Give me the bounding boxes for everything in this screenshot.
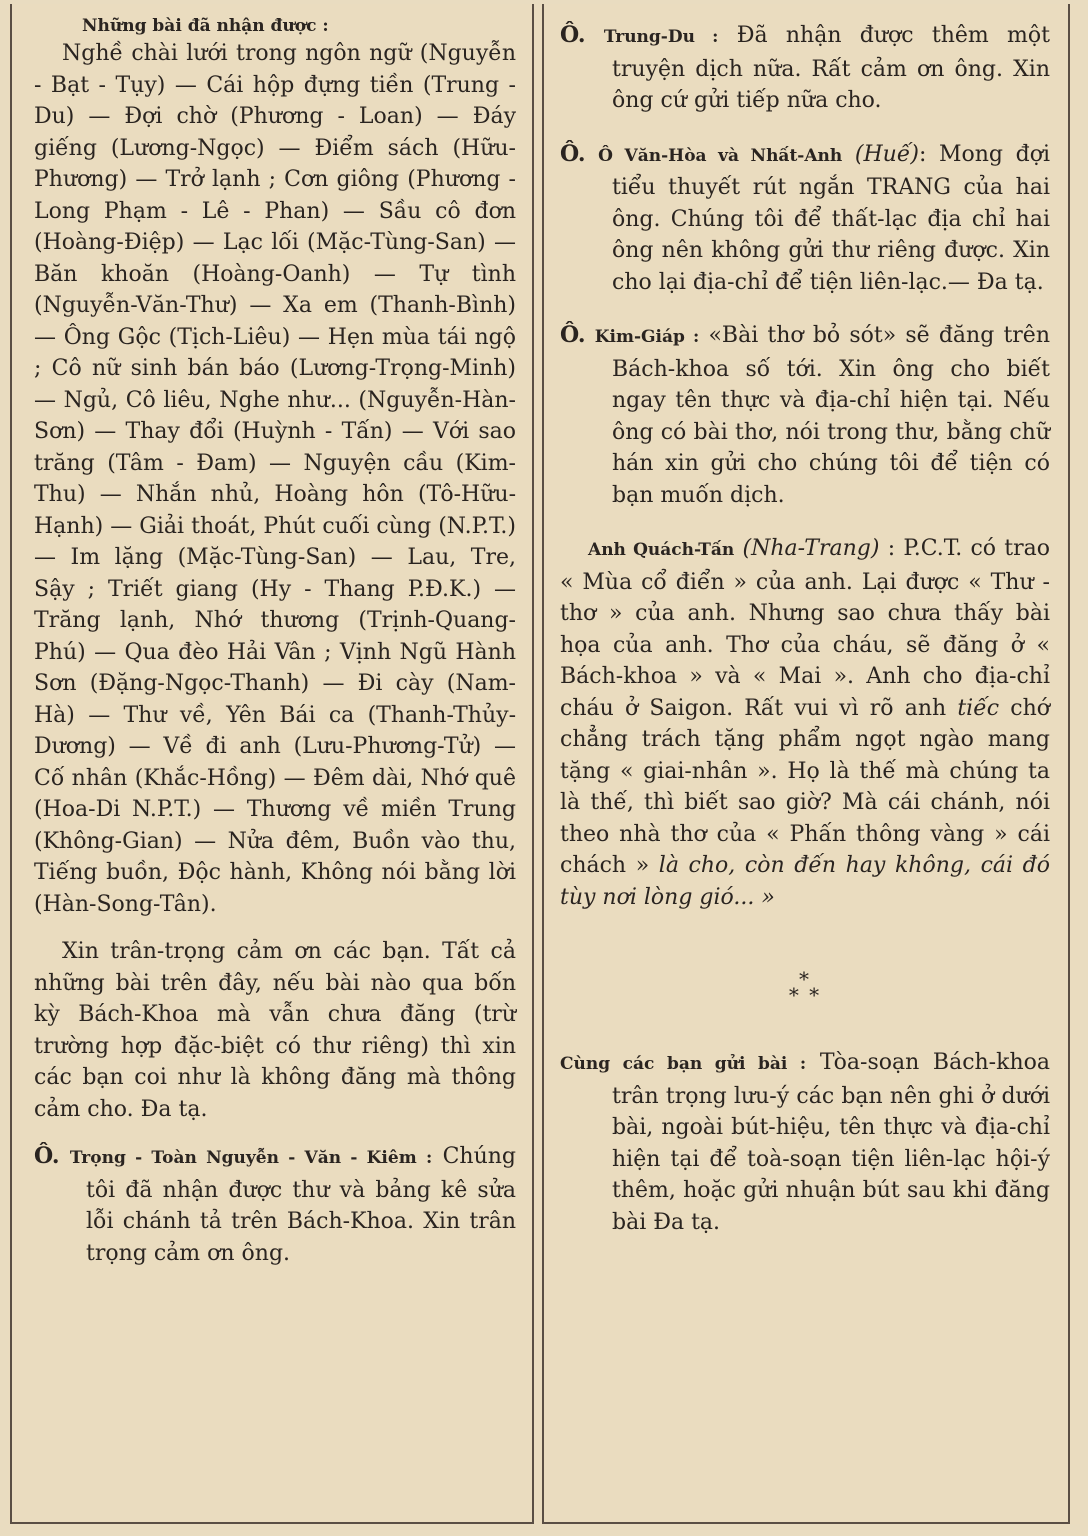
contrib-note bbox=[560, 1047, 1050, 1238]
received-list: Nghề chài lưới trong ngôn ngữ (Nguyễn - Bạt - Tụy) — Cái hộp đựng tiền (Trung - Du) — Đợi chờ (Phương - Loan) — Đáy giếng (Lương-Ngọc) — Điểm sách (Hữu-Phương) — Trở lạnh ; Cơn giông (Phương - Long Phạm - Lê - Phan) — Sầu cô đơn (Hoàng-Điệp) — Lạc lối (Mặc-Tùng-San) — Băn khoăn (Hoàng-Oanh) — Tự tình (Nguyễn-Văn-Thư) — Xa em (Thanh-Bình) — Ông Gộc (Tịch-Liêu) — Hẹn mùa tái ngộ ; Cô nữ sinh bán báo (Lương-Trọng-Minh) — Ngủ, Cô liêu, Nghe như... (Nguyễn-Hàn-Sơn) — Thay đổi (Huỳnh - Tấn) — Với sao trăng (Tâm - Đam) — Nguyện cầu (Kim-Thu) — Nhắn nhủ, Hoàng hôn (Tô-Hữu-Hạnh) — Giải thoát, Phút cuối cùng (N.P.T.) — Im lặng (Mặc-Tùng-San) — Lau, Tre, Sậy ; Triết giang (Hy - Thang P.Đ.K.) — Trăng lạnh, Nhớ thương (Trịnh-Quang-Phú) — Qua đèo Hải Vân ; Vịnh Ngũ Hành Sơn (Đặng-Ngọc-Thanh) — Đi cày (Nam-Hà) — Thư về, Yên Bái ca (Thanh-Thủy-Dương) — Về đi anh (Lưu-Phương-Tử) — Cố nhân (Khắc-Hồng) — Đêm dài, Nhớ quê (Hoa-Di N.P.T.) — Thương về miền Trung (Không-Gian) — Nửa đêm, Buồn vào thu, Tiếng buồn, Độc hành, Không nói bằng lời (Hàn-Song-Tân). bbox=[34, 41, 516, 917]
reply-name: Trung-Du : bbox=[603, 27, 719, 47]
left-column bbox=[10, 4, 534, 1524]
magazine-page bbox=[8, 4, 1080, 1524]
reply-italic-2: là cho, còn đến hay không, cái đó tùy nơi lòng gió... » bbox=[560, 853, 1050, 910]
reply-place: (Nha-Trang) bbox=[742, 536, 880, 561]
reply-text: : P.C.T. có trao « Mùa cổ điển » của anh. Lại được « Thư - thơ » của anh. Nhưng sao chưa thấy bài họa của anh. Thơ của cháu, sẽ đăng ở « Bách-khoa » và « Mai ». Anh cho địa-chỉ cháu ở Saigon. Rất vui vì rõ anh bbox=[560, 536, 1050, 721]
reply-mark: Ô. bbox=[34, 1143, 60, 1169]
reply-name: Anh Quách-Tấn bbox=[588, 540, 735, 560]
reply-quachtan bbox=[560, 533, 1050, 913]
contrib-name: Cùng các bạn gửi bài : bbox=[560, 1054, 807, 1074]
reply-mark: Ô. bbox=[560, 140, 586, 167]
bottom-rule bbox=[544, 1522, 1068, 1524]
received-header: Những bài đã nhận được : bbox=[82, 16, 329, 36]
reply-text: «Bài thơ bỏ sót» sẽ đăng trên Bách-khoa số tới. Xin ông cho biết ngay tên thực và địa-chỉ hiện tại. Nếu ông có bài thơ, nói trong thư, bằng chữ hán xin gửi cho chúng tôi để tiện có bạn muốn dịch. bbox=[612, 323, 1051, 508]
reply-text: Chúng tôi đã nhận được thư và bảng kê sửa lỗi chánh tả trên Bách-Khoa. Xin trân trọng cảm ơn ông. bbox=[86, 1144, 516, 1266]
reply-place: (Huế) bbox=[854, 141, 919, 167]
reply-mark: Ô. bbox=[560, 22, 586, 48]
reply-name: Trọng - Toàn Nguyễn - Văn - Kiêm : bbox=[69, 1148, 433, 1168]
reply-hue bbox=[560, 139, 1050, 299]
contrib-text: Tòa-soạn Bách-khoa trân trọng lưu-ý các bạn nên ghi ở dưới bài, ngoài bút-hiệu, tên thực và địa-chỉ hiện tại để toà-soạn tiện liên-lạc hội-ý thêm, hoặc gửi nhuận bút sau khi đăng bài Đa tạ. bbox=[612, 1050, 1050, 1235]
reply-name: Kim-Giáp : bbox=[594, 327, 700, 347]
reply-text: Đã nhận được thêm một truyện dịch nữa. Rất cảm ơn ông. Xin ông cứ gửi tiếp nữa cho. bbox=[612, 23, 1051, 113]
thanks-paragraph: Xin trân-trọng cảm ơn các bạn. Tất cả những bài trên đây, nếu bài nào qua bốn kỳ Bách-Khoa mà vẫn chưa đăng (trừ trường hợp đặc-biệt có thư riêng) thì xin các bạn coi như là không đăng mà thông cảm cho. Đa tạ. bbox=[34, 939, 516, 1122]
reply-kimgiap bbox=[560, 320, 1050, 511]
reply-trungdu bbox=[560, 20, 1050, 117]
reply-mark: Ô. bbox=[560, 322, 586, 348]
reply-italic: tiếc bbox=[957, 695, 1000, 721]
reply-text-2: chớ chẳng trách tặng phẩm ngọt ngào mang tặng « giai-nhân ». Họ là thế mà chúng ta là thế, thì biết sao giờ? Mà cái chánh, nói theo nhà thơ của « Phấn thông vàng » cái chách » bbox=[560, 695, 1051, 878]
right-column bbox=[542, 4, 1070, 1524]
reply-name: Ô Văn-Hòa và Nhất-Anh bbox=[598, 145, 843, 166]
reply-text: : Mong đợi tiểu thuyết rút ngắn TRANG của hai ông. Chúng tôi để thất-lạc địa chỉ hai ông nên không gửi thư riêng được. Xin cho lại địa-chỉ để tiện liên-lạc.— Đa tạ. bbox=[612, 141, 1051, 295]
reply-kiem bbox=[34, 1141, 516, 1269]
section-divider: * * * bbox=[788, 967, 822, 1007]
